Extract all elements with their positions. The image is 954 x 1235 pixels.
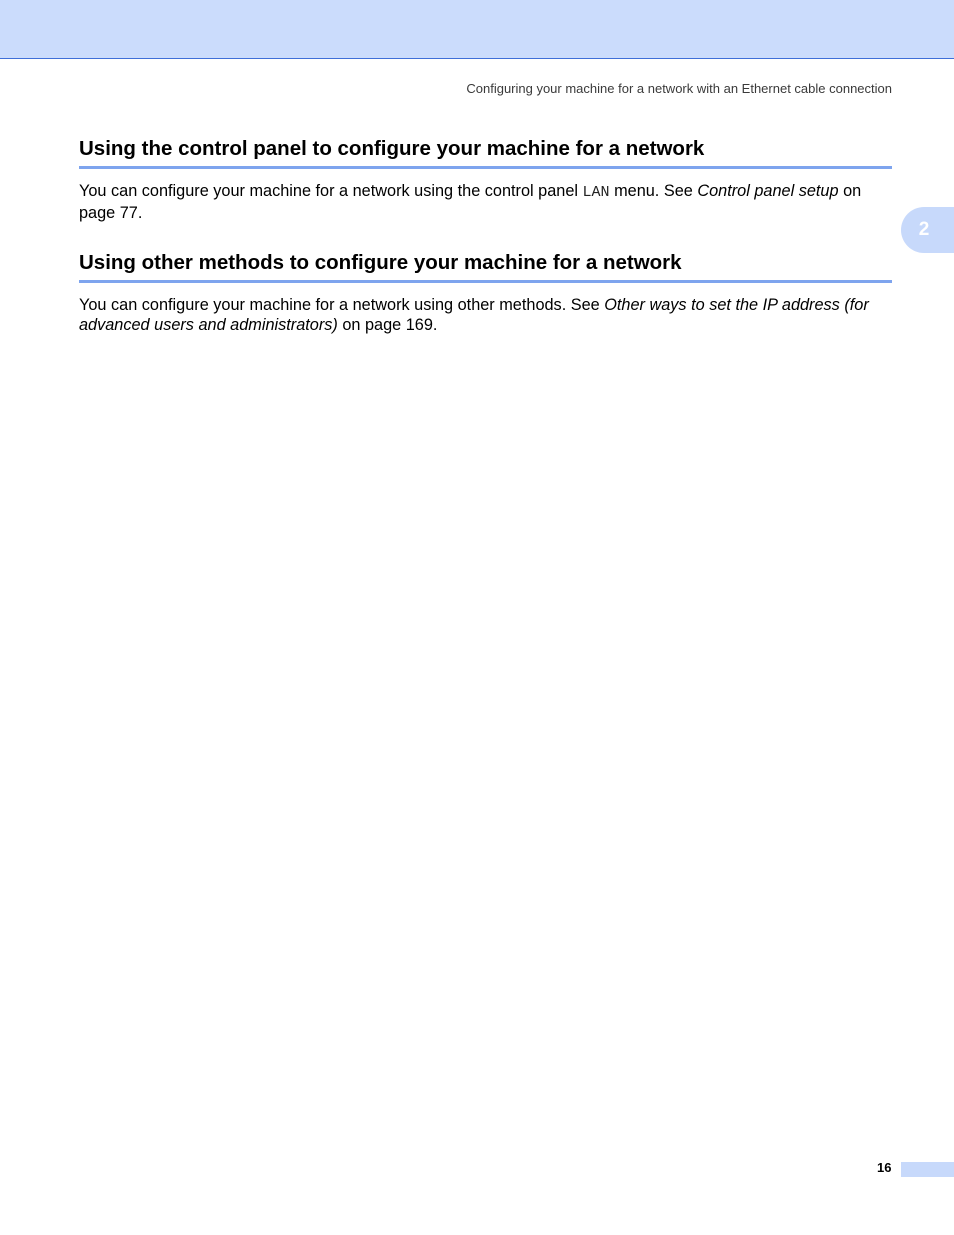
section-heading: Using other methods to configure your machine for a network — [79, 250, 892, 283]
paragraph-text: on page 169. — [337, 316, 438, 334]
paragraph-text: You can configure your machine for a network using the control panel — [79, 182, 583, 200]
running-header: Configuring your machine for a network with an Ethernet cable connection — [466, 81, 892, 96]
cross-reference-link[interactable]: Control panel setup — [697, 182, 839, 200]
chapter-number: 2 — [918, 219, 930, 240]
lan-menu-code: LAN — [582, 184, 610, 201]
paragraph-text: menu. See — [609, 182, 698, 200]
footer-bar — [901, 1162, 954, 1177]
section-other-methods — [79, 250, 892, 335]
header-band — [0, 0, 954, 59]
chapter-tab[interactable] — [901, 207, 954, 253]
section-heading: Using the control panel to configure your machine for a network — [79, 136, 892, 169]
page-number: 16 — [877, 1160, 892, 1175]
section-control-panel — [79, 136, 892, 223]
cross-reference-link[interactable]: Other ways to set the IP address (for advanced users and administrators) — [79, 296, 869, 334]
section-paragraph — [79, 295, 892, 335]
paragraph-text: You can configure your machine for a network using other methods. See — [79, 296, 605, 314]
paragraph-text: on page 77. — [79, 182, 862, 222]
section-paragraph — [79, 181, 892, 223]
